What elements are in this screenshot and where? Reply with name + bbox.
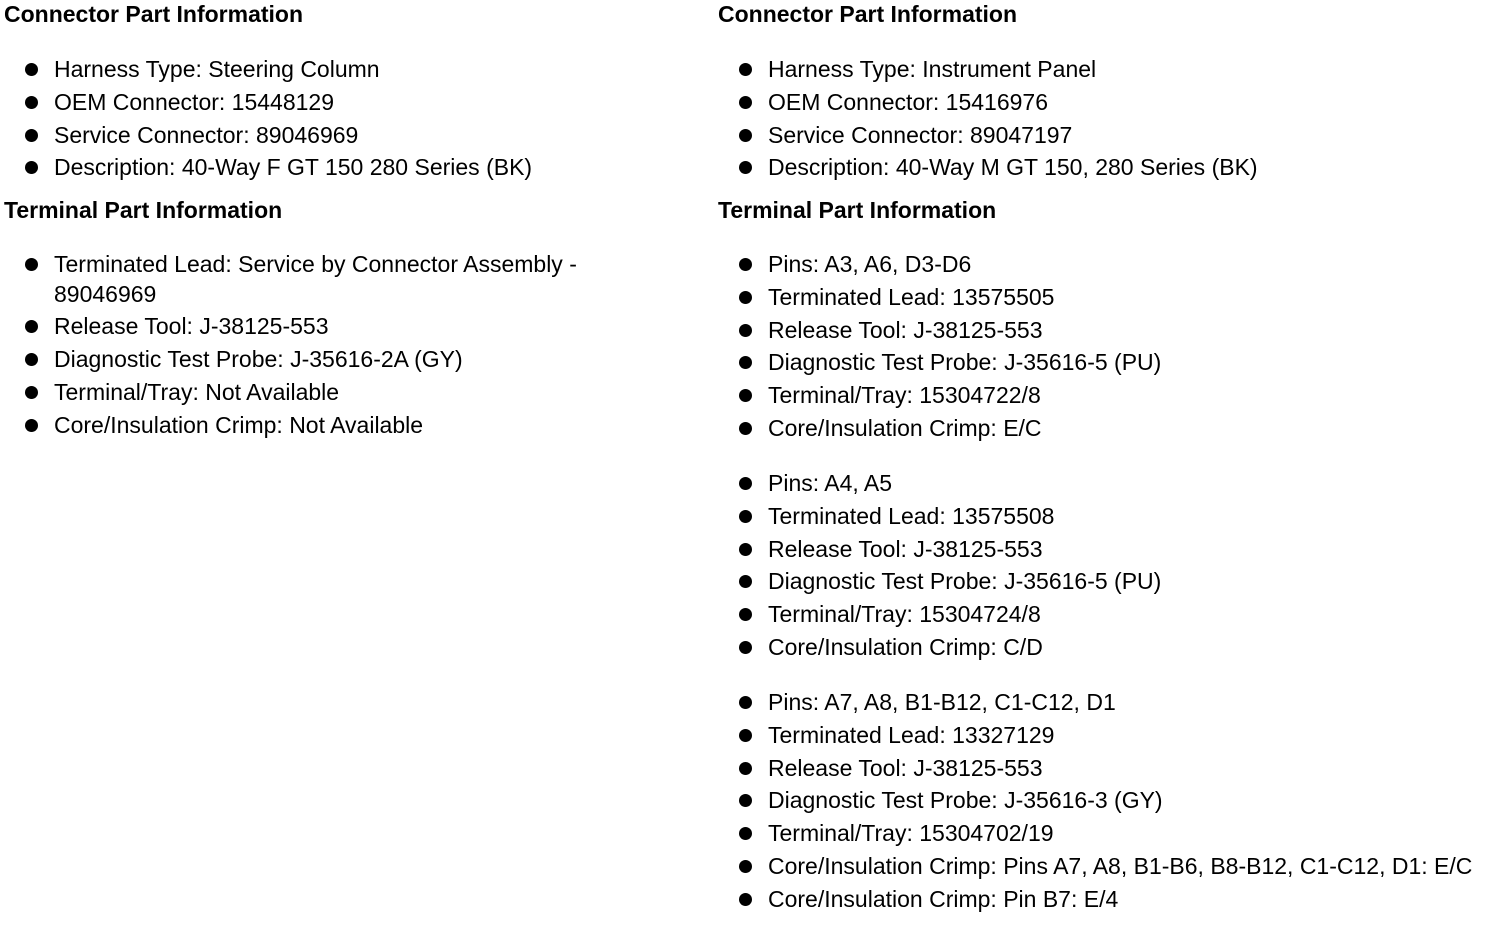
left-terminal-heading: Terminal Part Information: [4, 197, 283, 223]
list-item: Release Tool: J-38125-553: [718, 754, 1498, 784]
list-item: OEM Connector: 15416976: [718, 88, 1498, 118]
list-item: Terminal/Tray: 15304702/19: [718, 819, 1498, 849]
right-connector-heading: Connector Part Information: [718, 1, 1018, 27]
list-item: Core/Insulation Crimp: Pin B7: E/4: [718, 885, 1498, 915]
list-item: Core/Insulation Crimp: E/C: [718, 414, 1498, 444]
list-item: Terminated Lead: 13575505: [718, 283, 1498, 313]
left-terminal-list: [4, 250, 644, 443]
list-item: Harness Type: Steering Column: [4, 55, 694, 85]
left-connector-list: [4, 55, 694, 186]
list-item: Pins: A4, A5: [718, 469, 1498, 499]
list-item: Service Connector: 89047197: [718, 121, 1498, 151]
list-item: Terminated Lead: 13575508: [718, 502, 1498, 532]
list-item: Terminal/Tray: 15304722/8: [718, 381, 1498, 411]
list-item: Pins: A7, A8, B1-B12, C1-C12, D1: [718, 688, 1498, 718]
list-item: Harness Type: Instrument Panel: [718, 55, 1498, 85]
right-connector-list: [718, 55, 1498, 186]
list-item: Diagnostic Test Probe: J-35616-5 (PU): [718, 348, 1498, 378]
list-item: Release Tool: J-38125-553: [718, 316, 1498, 346]
list-item: Description: 40-Way F GT 150 280 Series (BK): [4, 153, 694, 183]
list-item: Core/Insulation Crimp: Not Available: [4, 411, 644, 441]
list-item: Description: 40-Way M GT 150, 280 Series (BK): [718, 153, 1498, 183]
list-item: Diagnostic Test Probe: J-35616-2A (GY): [4, 345, 644, 375]
left-connector-heading: Connector Part Information: [4, 1, 304, 27]
list-item: OEM Connector: 15448129: [4, 88, 694, 118]
list-item: Terminated Lead: 13327129: [718, 721, 1498, 751]
list-item: Terminal/Tray: Not Available: [4, 378, 644, 408]
list-item: Terminal/Tray: 15304724/8: [718, 600, 1498, 630]
list-item: Diagnostic Test Probe: J-35616-3 (GY): [718, 786, 1498, 816]
list-item: Pins: A3, A6, D3-D6: [718, 250, 1498, 280]
list-item: Core/Insulation Crimp: C/D: [718, 633, 1498, 663]
list-item: Terminated Lead: Service by Connector Assembly - 89046969: [4, 250, 644, 309]
right-terminal-group-2: [718, 469, 1498, 666]
list-item: Core/Insulation Crimp: Pins A7, A8, B1-B6, B8-B12, C1-C12, D1: E/C: [718, 852, 1498, 882]
list-item: Release Tool: J-38125-553: [718, 535, 1498, 565]
list-item: Service Connector: 89046969: [4, 121, 694, 151]
list-item: Release Tool: J-38125-553: [4, 312, 644, 342]
list-item: Diagnostic Test Probe: J-35616-5 (PU): [718, 567, 1498, 597]
right-terminal-heading: Terminal Part Information: [718, 197, 997, 223]
right-terminal-group-3: [718, 688, 1498, 918]
right-terminal-group-1: [718, 250, 1498, 447]
